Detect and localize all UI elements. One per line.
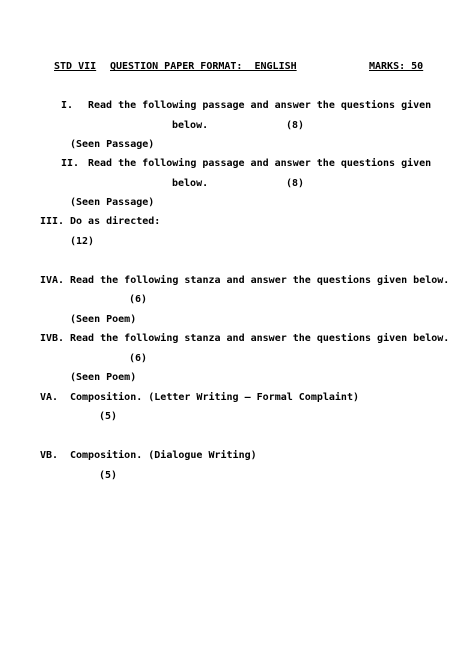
section-2-note: (Seen Passage): [70, 197, 155, 208]
section-5a-number: VA.: [40, 392, 59, 403]
section-5a-instruction: Composition. (Letter Writing – Formal Complaint): [70, 392, 359, 403]
section-1-marks: (8): [286, 120, 305, 131]
section-5b-number: VB.: [40, 450, 59, 461]
header-marks: MARKS: 50: [369, 61, 424, 72]
section-3-number: III.: [40, 216, 65, 227]
section-2-marks: (8): [286, 178, 305, 189]
header-title: QUESTION PAPER FORMAT: ENGLISH: [110, 61, 297, 72]
section-5b-instruction: Composition. (Dialogue Writing): [70, 450, 257, 461]
section-2-instruction-cont: below.: [172, 178, 209, 189]
section-1-number: I.: [61, 100, 74, 111]
section-1-note: (Seen Passage): [70, 139, 155, 150]
section-4a-instruction: Read the following stanza and answer the questions given below.: [70, 275, 450, 286]
section-4b-number: IVB.: [40, 333, 65, 344]
section-1-instruction-cont: below.: [172, 120, 209, 131]
section-2-instruction: Read the following passage and answer the questions given: [88, 158, 432, 169]
section-3-marks: (12): [70, 236, 95, 247]
section-1-instruction: Read the following passage and answer the questions given: [88, 100, 432, 111]
section-4a-number: IVA.: [40, 275, 65, 286]
section-5b-marks: (5): [99, 470, 118, 481]
section-4b-instruction: Read the following stanza and answer the questions given below.: [70, 333, 450, 344]
section-4b-note: (Seen Poem): [70, 372, 137, 383]
section-5a-marks: (5): [99, 411, 118, 422]
section-2-number: II.: [61, 158, 80, 169]
section-3-instruction: Do as directed:: [70, 216, 161, 227]
section-4a-marks: (6): [129, 294, 148, 305]
section-4a-note: (Seen Poem): [70, 314, 137, 325]
section-4b-marks: (6): [129, 353, 148, 364]
header-std: STD VII: [54, 61, 97, 72]
